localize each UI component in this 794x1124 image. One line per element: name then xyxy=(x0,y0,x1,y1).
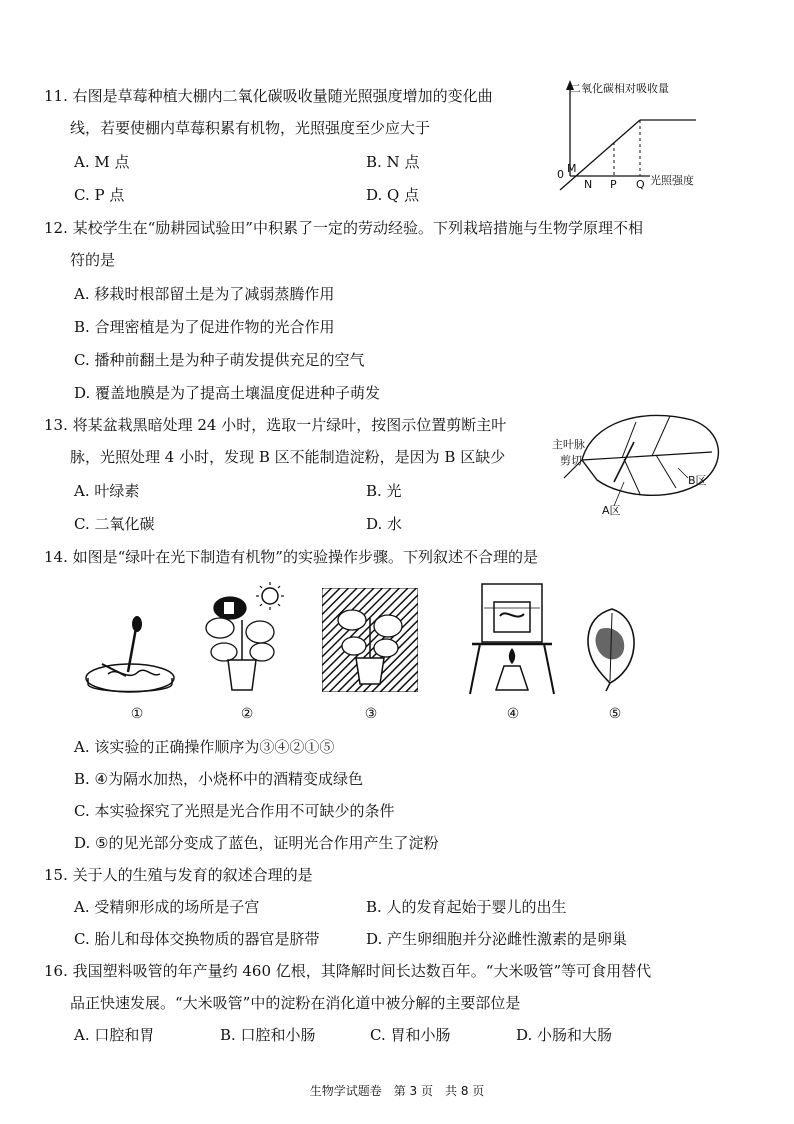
q11-option-c[interactable]: C. P 点 xyxy=(74,186,125,204)
graph-point-m: M xyxy=(567,162,577,175)
q11-option-a[interactable]: A. M 点 xyxy=(74,153,130,171)
leaf-label-cut: 剪切 xyxy=(560,454,582,467)
q12-option-d[interactable]: D. 覆盖地膜是为了提高土壤温度促进种子萌发 xyxy=(74,384,381,402)
q15-option-c[interactable]: C. 胎儿和母体交换物质的器官是脐带 xyxy=(74,930,320,948)
step-label-1: ① xyxy=(130,706,144,722)
graph-point-q: Q xyxy=(636,178,645,191)
graph-origin-label: 0 xyxy=(557,168,564,181)
co2-absorption-graph xyxy=(552,78,752,198)
q13-stem-line1: 13. 将某盆栽黑暗处理 24 小时，选取一片绿叶，按图示位置剪断主叶 xyxy=(44,416,507,434)
leaf-label-main-vein: 主叶脉 xyxy=(552,438,585,451)
step5-stained-leaf-figure xyxy=(582,605,642,693)
q14-stem-line1: 14. 如图是“绿叶在光下制造有机物”的实验操作步骤。下列叙述不合理的是 xyxy=(44,548,538,566)
q15-option-a[interactable]: A. 受精卵形成的场所是子宫 xyxy=(74,898,260,916)
graph-point-n: N xyxy=(584,178,593,191)
step-label-2: ② xyxy=(240,706,254,722)
leaf-label-area-a: A区 xyxy=(602,504,621,517)
q14-option-c[interactable]: C. 本实验探究了光照是光合作用不可缺少的条件 xyxy=(74,802,395,820)
q16-stem-line1: 16. 我国塑料吸管的年产量约 460 亿根，其降解时间长达数百年。“大米吸管”等可食用替代 xyxy=(44,962,652,980)
q13-option-c[interactable]: C. 二氧化碳 xyxy=(74,515,155,533)
q14-option-d[interactable]: D. ⑤的见光部分变成了蓝色，证明光合作用产生了淀粉 xyxy=(74,834,439,852)
leaf-diagram xyxy=(552,402,732,520)
step-label-4: ④ xyxy=(506,706,520,722)
step-label-3: ③ xyxy=(364,706,378,722)
q12-stem-line2: 符的是 xyxy=(70,251,116,269)
q12-stem-line1: 12. 某校学生在“励耕园试验田”中积累了一定的劳动经验。下列栽培措施与生物学原理不相 xyxy=(44,219,643,237)
step3-dark-treatment-figure xyxy=(322,588,418,692)
graph-point-p: P xyxy=(610,178,617,191)
q13-option-d[interactable]: D. 水 xyxy=(366,515,403,533)
q15-option-d[interactable]: D. 产生卵细胞并分泌雌性激素的是卵巢 xyxy=(366,930,628,948)
q16-stem-line2: 品正快速发展。“大米吸管”中的淀粉在消化道中被分解的主要部位是 xyxy=(70,994,521,1012)
q16-option-c[interactable]: C. 胃和小肠 xyxy=(370,1026,451,1044)
q16-option-d[interactable]: D. 小肠和大肠 xyxy=(516,1026,613,1044)
page-footer: 生物学试题卷 第 3 页 共 8 页 xyxy=(309,1084,485,1098)
step4-water-bath-heating-figure xyxy=(466,578,558,696)
q12-option-b[interactable]: B. 合理密植是为了促进作物的光合作用 xyxy=(74,318,335,336)
q11-option-b[interactable]: B. N 点 xyxy=(366,153,420,171)
step1-dropper-dish-figure xyxy=(78,610,198,700)
graph-x-axis-label: 光照强度 xyxy=(650,174,694,187)
q11-stem-line1: 11. 右图是草莓种植大棚内二氧化碳吸收量随光照强度增加的变化曲 xyxy=(44,87,493,105)
q13-option-a[interactable]: A. 叶绿素 xyxy=(74,482,140,500)
q16-option-b[interactable]: B. 口腔和小肠 xyxy=(220,1026,316,1044)
q15-stem-line1: 15. 关于人的生殖与发育的叙述合理的是 xyxy=(44,866,313,884)
q11-stem-line2: 线，若要使棚内草莓积累有机物，光照强度至少应大于 xyxy=(70,119,431,137)
q16-option-a[interactable]: A. 口腔和胃 xyxy=(74,1026,155,1044)
q13-stem-line2: 脉，光照处理 4 小时，发现 B 区不能制造淀粉，是因为 B 区缺少 xyxy=(70,448,506,466)
leaf-label-area-b: B区 xyxy=(688,474,707,487)
step2-covered-leaf-plant-figure xyxy=(200,580,300,700)
q14-option-a[interactable]: A. 该实验的正确操作顺序为③④②①⑤ xyxy=(74,738,335,756)
q15-option-b[interactable]: B. 人的发育起始于婴儿的出生 xyxy=(366,898,567,916)
graph-y-axis-label: 二氧化碳相对吸收量 xyxy=(570,82,669,95)
q14-option-b[interactable]: B. ④为隔水加热，小烧杯中的酒精变成绿色 xyxy=(74,770,364,788)
q13-option-b[interactable]: B. 光 xyxy=(366,482,402,500)
step-label-5: ⑤ xyxy=(608,706,622,722)
q12-option-c[interactable]: C. 播种前翻土是为种子萌发提供充足的空气 xyxy=(74,351,365,369)
q12-option-a[interactable]: A. 移栽时根部留土是为了减弱蒸腾作用 xyxy=(74,285,335,303)
q11-option-d[interactable]: D. Q 点 xyxy=(366,186,420,204)
